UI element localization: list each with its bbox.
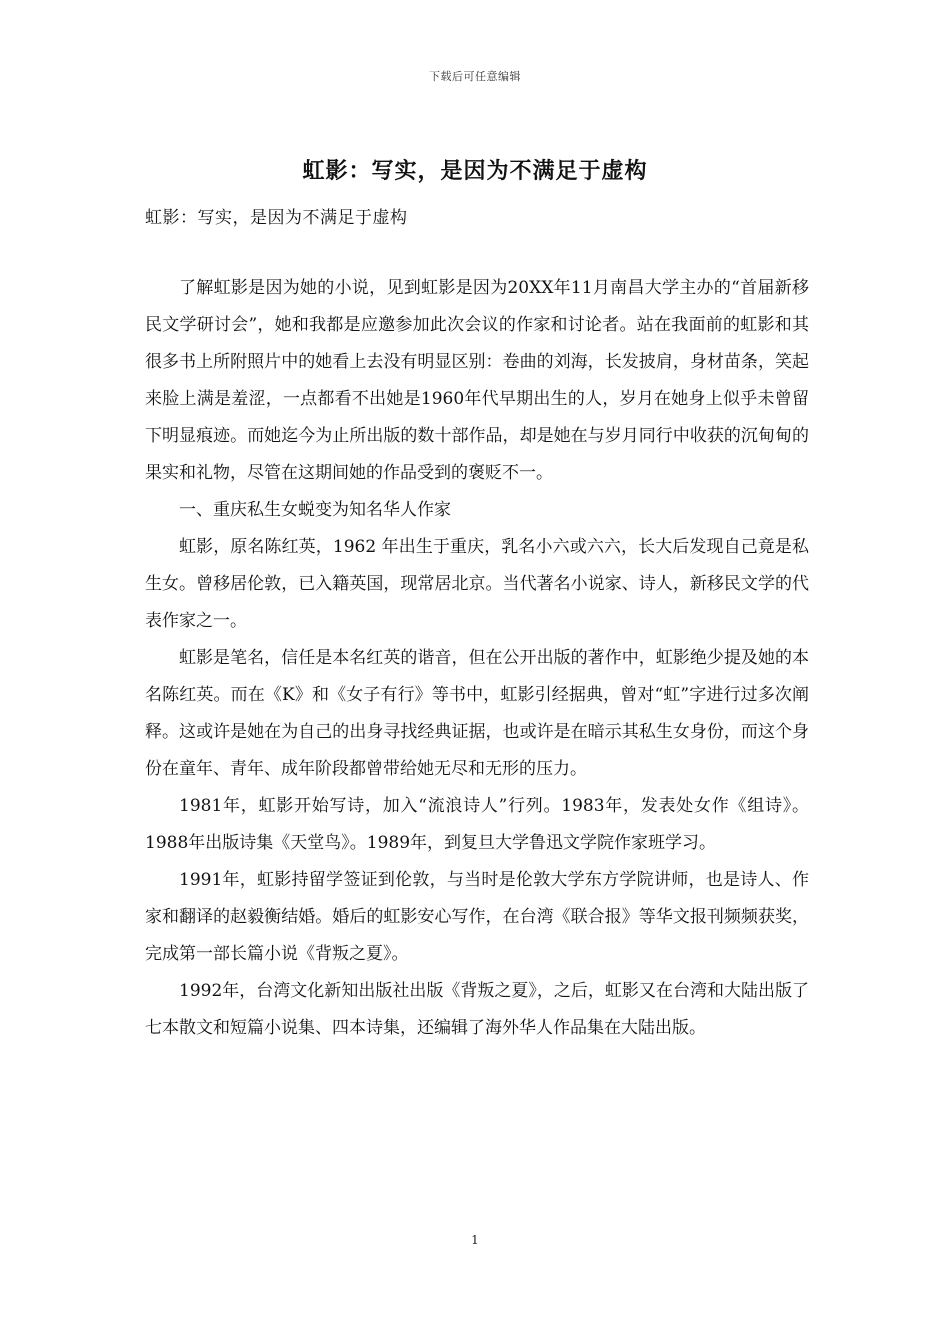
paragraph-bio: 虹影，原名陈红英，1962 年出生于重庆，乳名小六或六六，长大后发现自己竟是私生女。曾移居伦敦，已入籍英国，现常居北京。当代著名小说家、诗人，新移民文学的代表作家之一。 [145,537,809,631]
document-body [145,270,809,1047]
paragraph-1981: 1981年，虹影开始写诗，加入“流浪诗人”行列。1983年，发表处女作《组诗》。1988年出版诗集《天堂鸟》。1989年，到复旦大学鲁迅文学院作家班学习。 [145,796,809,853]
page-number: 1 [471,1233,479,1247]
paragraph-1992: 1992年，台湾文化新知出版社出版《背叛之夏》，之后，虹影又在台湾和大陆出版了七本散文和短篇小说集、四本诗集，还编辑了海外华人作品集在大陆出版。 [145,981,809,1038]
document-title: 虹影：写实，是因为不满足于虚构 [302,158,648,184]
document-subtitle: 虹影：写实，是因为不满足于虚构 [145,208,408,228]
paragraph-1991: 1991年，虹影持留学签证到伦敦，与当时是伦敦大学东方学院讲师，也是诗人、作家和翻译的赵毅衡结婚。婚后的虹影安心写作，在台湾《联合报》等华文报刊频频获奖，完成第一部长篇小说《背叛之夏》。 [145,870,809,964]
page-header-note: 下载后可任意编辑 [429,70,521,83]
paragraph-pen-name: 虹影是笔名，信任是本名红英的谐音，但在公开出版的著作中，虹影绝少提及她的本名陈红英。而在《K》和《女子有行》等书中，虹影引经据典，曾对“虹”字进行过多次阐释。这或许是她在为自己的出身寻找经典证据，也或许是在暗示其私生女身份，而这个身份在童年、青年、成年阶段都曾带给她无尽和无形的压力。 [145,648,809,779]
paragraph-intro: 了解虹影是因为她的小说，见到虹影是因为20XX年11月南昌大学主办的“首届新移民文学研讨会”，她和我都是应邀参加此次会议的作家和讨论者。站在我面前的虹影和其很多书上所附照片中的她看上去没有明显区别：卷曲的刘海，长发披肩，身材苗条，笑起来脸上满是羞涩，一点都看不出她是1960年代早期出生的人，岁月在她身上似乎未曾留下明显痕迹。而她迄今为止所出版的数十部作品，却是她在与岁月同行中收获的沉甸甸的果实和礼物，尽管在这期间她的作品受到的褒贬不一。 [145,278,809,483]
section-heading: 一、重庆私生女蜕变为知名华人作家 [179,500,451,520]
